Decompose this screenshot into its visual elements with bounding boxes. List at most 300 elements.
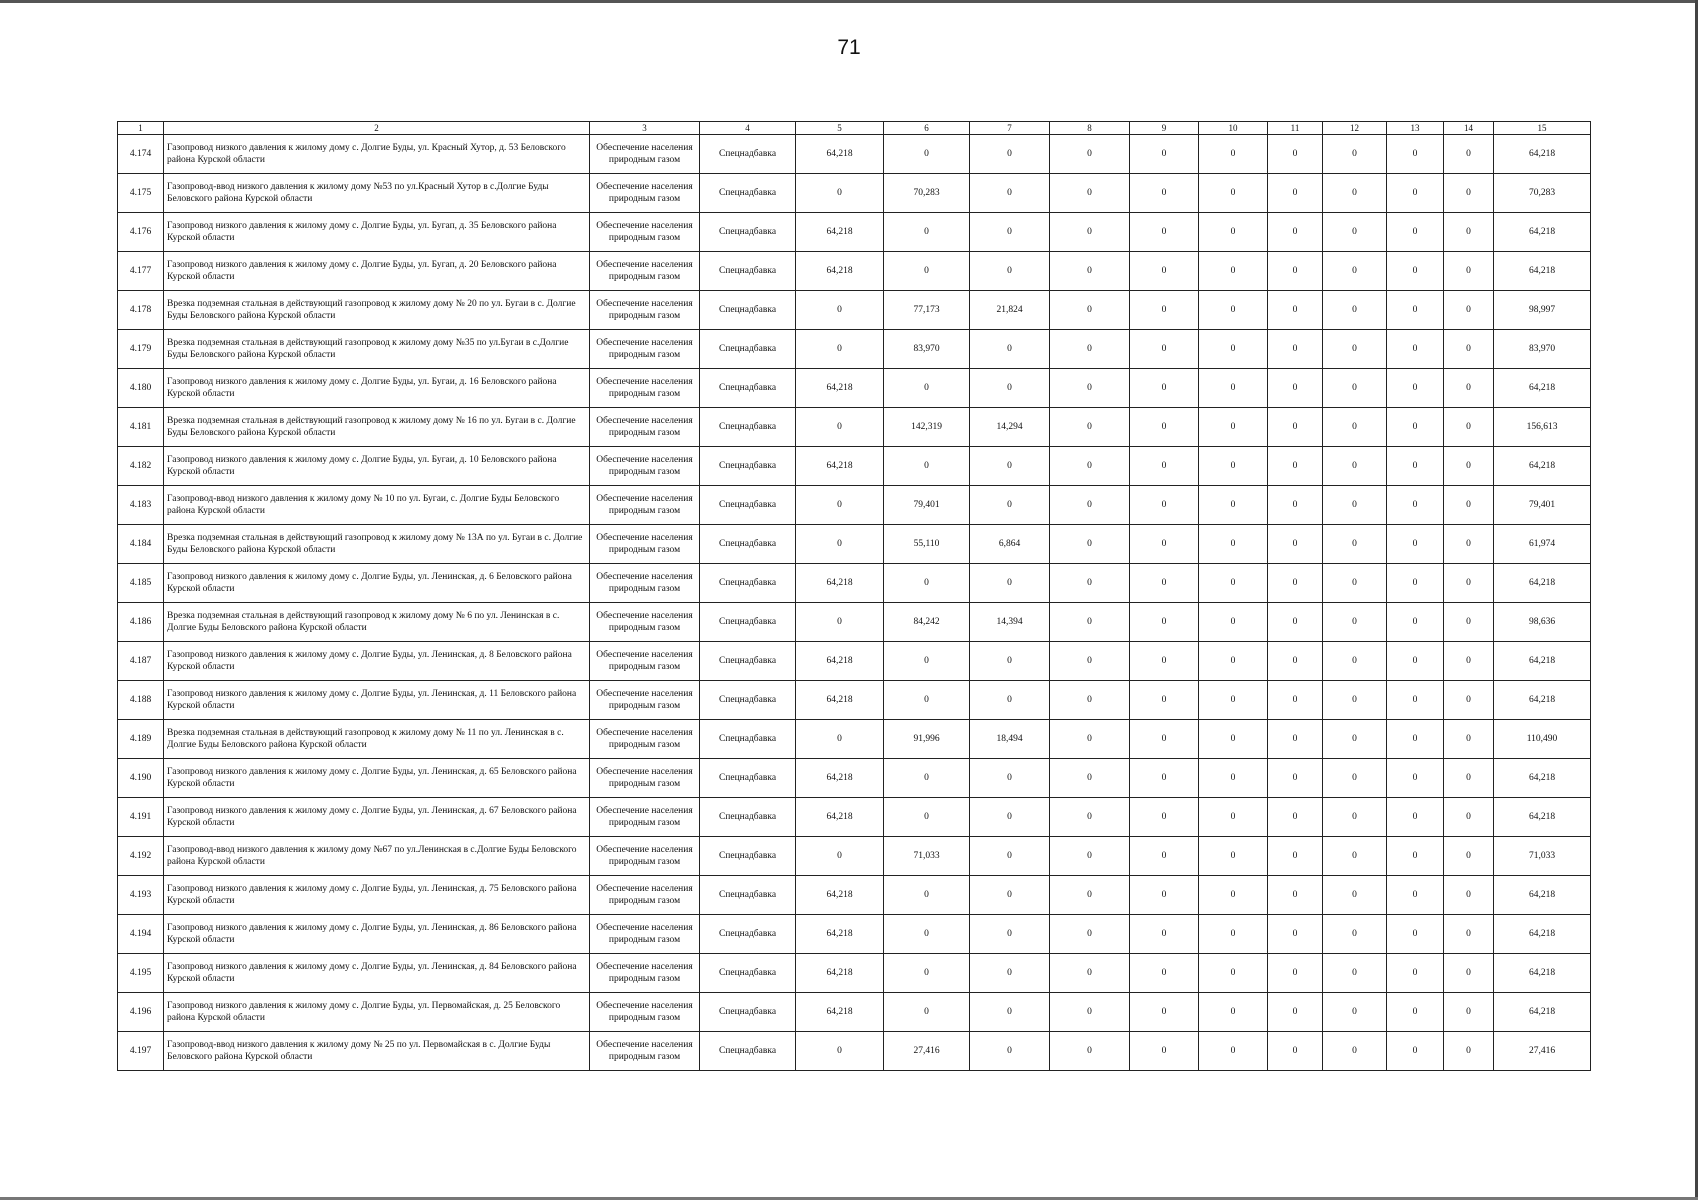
table-row [118,915,1591,954]
row-total-value: 64,218 [1494,915,1591,954]
row-description: Газопровод-ввод низкого давления к жилому дому №53 по ул.Красный Хутор в с.Долгие Буды Беловского района Курской области [164,174,590,213]
row-col-10-value: 0 [1199,993,1268,1032]
row-col-13-value: 0 [1387,993,1444,1032]
column-header: 2 [164,122,590,135]
row-col-14-value: 0 [1444,252,1494,291]
row-total-value: 110,490 [1494,720,1591,759]
table-row [118,174,1591,213]
row-col-8-value: 0 [1050,603,1130,642]
row-col-7-value: 0 [970,837,1050,876]
row-col-12-value: 0 [1323,915,1387,954]
row-col-5-value: 64,218 [796,213,884,252]
table-row [118,720,1591,759]
row-col-7-value: 21,824 [970,291,1050,330]
row-col-8-value: 0 [1050,174,1130,213]
row-total-value: 83,970 [1494,330,1591,369]
row-description: Газопровод низкого давления к жилому дому с. Долгие Буды, ул. Ленинская, д. 8 Беловского района Курской области [164,642,590,681]
row-total-value: 64,218 [1494,447,1591,486]
row-total-value: 64,218 [1494,252,1591,291]
row-col-13-value: 0 [1387,954,1444,993]
row-funding-source: Спецнадбавка [700,681,796,720]
table-row [118,798,1591,837]
row-col-11-value: 0 [1268,1032,1323,1071]
row-id: 4.192 [118,837,164,876]
row-col-9-value: 0 [1130,447,1199,486]
row-col-10-value: 0 [1199,213,1268,252]
table-row [118,954,1591,993]
row-col-12-value: 0 [1323,252,1387,291]
row-col-9-value: 0 [1130,798,1199,837]
row-funding-source: Спецнадбавка [700,837,796,876]
row-purpose: Обеспечение населения природным газом [590,525,700,564]
row-col-5-value: 0 [796,603,884,642]
row-col-7-value: 0 [970,954,1050,993]
row-id: 4.188 [118,681,164,720]
column-header: 7 [970,122,1050,135]
row-col-14-value: 0 [1444,876,1494,915]
row-id: 4.177 [118,252,164,291]
row-id: 4.189 [118,720,164,759]
column-header: 9 [1130,122,1199,135]
row-col-13-value: 0 [1387,759,1444,798]
column-header: 4 [700,122,796,135]
row-id: 4.176 [118,213,164,252]
column-header: 6 [884,122,970,135]
row-col-13-value: 0 [1387,798,1444,837]
row-id: 4.181 [118,408,164,447]
row-total-value: 71,033 [1494,837,1591,876]
row-col-14-value: 0 [1444,1032,1494,1071]
row-funding-source: Спецнадбавка [700,486,796,525]
row-col-11-value: 0 [1268,525,1323,564]
row-col-13-value: 0 [1387,720,1444,759]
row-col-6-value: 0 [884,564,970,603]
row-total-value: 64,218 [1494,876,1591,915]
row-col-9-value: 0 [1130,330,1199,369]
table-row [118,135,1591,174]
row-col-13-value: 0 [1387,564,1444,603]
table-row [118,408,1591,447]
row-col-10-value: 0 [1199,1032,1268,1071]
row-col-8-value: 0 [1050,837,1130,876]
row-col-5-value: 64,218 [796,252,884,291]
row-total-value: 98,636 [1494,603,1591,642]
row-col-9-value: 0 [1130,1032,1199,1071]
row-id: 4.195 [118,954,164,993]
row-col-8-value: 0 [1050,447,1130,486]
row-col-11-value: 0 [1268,837,1323,876]
row-total-value: 64,218 [1494,759,1591,798]
row-col-12-value: 0 [1323,759,1387,798]
row-col-5-value: 64,218 [796,135,884,174]
row-col-7-value: 0 [970,174,1050,213]
row-col-10-value: 0 [1199,252,1268,291]
row-col-10-value: 0 [1199,330,1268,369]
table-row [118,642,1591,681]
table-row [118,603,1591,642]
row-funding-source: Спецнадбавка [700,252,796,291]
row-description: Врезка подземная стальная в действующий газопровод к жилому дому № 16 по ул. Бугаи в с. Долгие Буды Беловского района Курской области [164,408,590,447]
row-col-9-value: 0 [1130,213,1199,252]
row-purpose: Обеспечение населения природным газом [590,915,700,954]
row-col-6-value: 142,319 [884,408,970,447]
column-header: 10 [1199,122,1268,135]
row-col-5-value: 0 [796,525,884,564]
row-description: Врезка подземная стальная в действующий газопровод к жилому дому № 11 по ул. Ленинская в с. Долгие Буды Беловского района Курской области [164,720,590,759]
row-col-6-value: 0 [884,993,970,1032]
row-col-5-value: 64,218 [796,876,884,915]
row-col-11-value: 0 [1268,486,1323,525]
row-col-14-value: 0 [1444,798,1494,837]
row-col-12-value: 0 [1323,798,1387,837]
row-id: 4.185 [118,564,164,603]
row-col-10-value: 0 [1199,486,1268,525]
table-row [118,837,1591,876]
row-col-13-value: 0 [1387,603,1444,642]
row-col-6-value: 79,401 [884,486,970,525]
row-description: Газопровод низкого давления к жилому дому с. Долгие Буды, ул. Ленинская, д. 86 Беловского района Курской области [164,915,590,954]
row-funding-source: Спецнадбавка [700,642,796,681]
row-col-11-value: 0 [1268,447,1323,486]
table-row [118,213,1591,252]
row-col-5-value: 64,218 [796,564,884,603]
row-id: 4.193 [118,876,164,915]
row-col-5-value: 64,218 [796,759,884,798]
row-purpose: Обеспечение населения природным газом [590,954,700,993]
row-col-13-value: 0 [1387,213,1444,252]
row-col-7-value: 0 [970,681,1050,720]
row-col-8-value: 0 [1050,1032,1130,1071]
row-col-9-value: 0 [1130,486,1199,525]
row-id: 4.184 [118,525,164,564]
row-col-5-value: 64,218 [796,798,884,837]
row-col-10-value: 0 [1199,564,1268,603]
row-purpose: Обеспечение населения природным газом [590,291,700,330]
row-col-9-value: 0 [1130,954,1199,993]
row-col-13-value: 0 [1387,252,1444,291]
row-col-7-value: 0 [970,252,1050,291]
row-total-value: 64,218 [1494,681,1591,720]
row-purpose: Обеспечение населения природным газом [590,369,700,408]
row-col-9-value: 0 [1130,837,1199,876]
row-col-14-value: 0 [1444,993,1494,1032]
row-col-6-value: 0 [884,642,970,681]
row-col-13-value: 0 [1387,447,1444,486]
row-total-value: 64,218 [1494,213,1591,252]
row-col-5-value: 64,218 [796,954,884,993]
row-col-14-value: 0 [1444,330,1494,369]
row-col-12-value: 0 [1323,447,1387,486]
row-col-11-value: 0 [1268,369,1323,408]
row-col-5-value: 64,218 [796,681,884,720]
row-col-10-value: 0 [1199,876,1268,915]
row-id: 4.194 [118,915,164,954]
row-col-12-value: 0 [1323,1032,1387,1071]
row-funding-source: Спецнадбавка [700,564,796,603]
row-total-value: 64,218 [1494,798,1591,837]
row-col-12-value: 0 [1323,135,1387,174]
column-header: 5 [796,122,884,135]
row-col-12-value: 0 [1323,291,1387,330]
row-purpose: Обеспечение населения природным газом [590,642,700,681]
row-description: Врезка подземная стальная в действующий газопровод к жилому дому № 20 по ул. Бугаи в с. Долгие Буды Беловского района Курской области [164,291,590,330]
row-total-value: 64,218 [1494,993,1591,1032]
row-col-11-value: 0 [1268,252,1323,291]
row-col-12-value: 0 [1323,213,1387,252]
row-col-12-value: 0 [1323,876,1387,915]
row-col-10-value: 0 [1199,291,1268,330]
row-description: Газопровод низкого давления к жилому дому с. Долгие Буды, ул. Первомайская, д. 25 Беловского района Курской области [164,993,590,1032]
row-col-9-value: 0 [1130,876,1199,915]
row-col-8-value: 0 [1050,408,1130,447]
row-col-6-value: 77,173 [884,291,970,330]
row-total-value: 61,974 [1494,525,1591,564]
row-col-13-value: 0 [1387,486,1444,525]
row-col-6-value: 0 [884,135,970,174]
row-col-9-value: 0 [1130,564,1199,603]
column-header: 14 [1444,122,1494,135]
row-col-8-value: 0 [1050,954,1130,993]
row-id: 4.174 [118,135,164,174]
row-col-7-value: 0 [970,915,1050,954]
row-col-14-value: 0 [1444,915,1494,954]
row-col-5-value: 0 [796,408,884,447]
table-row [118,759,1591,798]
row-col-5-value: 0 [796,486,884,525]
row-col-5-value: 64,218 [796,993,884,1032]
row-id: 4.183 [118,486,164,525]
row-col-6-value: 71,033 [884,837,970,876]
row-col-7-value: 14,394 [970,603,1050,642]
row-description: Газопровод низкого давления к жилому дому с. Долгие Буды, ул. Ленинская, д. 65 Беловского района Курской области [164,759,590,798]
table-row [118,1032,1591,1071]
row-description: Врезка подземная стальная в действующий газопровод к жилому дому №35 по ул.Бугаи в с.Долгие Буды Беловского района Курской области [164,330,590,369]
row-col-9-value: 0 [1130,603,1199,642]
row-col-8-value: 0 [1050,135,1130,174]
row-purpose: Обеспечение населения природным газом [590,486,700,525]
table-row [118,291,1591,330]
row-purpose: Обеспечение населения природным газом [590,993,700,1032]
row-id: 4.178 [118,291,164,330]
row-col-14-value: 0 [1444,486,1494,525]
row-col-6-value: 0 [884,876,970,915]
row-description: Газопровод-ввод низкого давления к жилому дому № 10 по ул. Бугаи, с. Долгие Буды Беловского района Курской области [164,486,590,525]
row-col-13-value: 0 [1387,291,1444,330]
row-col-11-value: 0 [1268,135,1323,174]
row-col-12-value: 0 [1323,720,1387,759]
row-description: Газопровод низкого давления к жилому дому с. Долгие Буды, ул. Ленинская, д. 6 Беловского района Курской области [164,564,590,603]
row-purpose: Обеспечение населения природным газом [590,408,700,447]
row-col-14-value: 0 [1444,213,1494,252]
row-col-8-value: 0 [1050,876,1130,915]
row-col-8-value: 0 [1050,564,1130,603]
row-total-value: 64,218 [1494,135,1591,174]
row-id: 4.179 [118,330,164,369]
row-col-10-value: 0 [1199,369,1268,408]
row-col-7-value: 0 [970,330,1050,369]
row-col-11-value: 0 [1268,291,1323,330]
row-col-8-value: 0 [1050,993,1130,1032]
row-description: Врезка подземная стальная в действующий газопровод к жилому дому № 13А по ул. Бугаи в с. Долгие Буды Беловского района Курской области [164,525,590,564]
row-col-11-value: 0 [1268,720,1323,759]
row-col-11-value: 0 [1268,954,1323,993]
table-body [118,122,1591,1071]
row-col-11-value: 0 [1268,681,1323,720]
row-funding-source: Спецнадбавка [700,603,796,642]
row-col-6-value: 84,242 [884,603,970,642]
row-col-9-value: 0 [1130,642,1199,681]
row-col-12-value: 0 [1323,174,1387,213]
row-col-7-value: 6,864 [970,525,1050,564]
row-col-12-value: 0 [1323,954,1387,993]
gas-pipeline-table [117,121,1591,1071]
row-col-7-value: 0 [970,1032,1050,1071]
row-col-9-value: 0 [1130,408,1199,447]
column-header: 12 [1323,122,1387,135]
row-col-6-value: 0 [884,798,970,837]
row-id: 4.175 [118,174,164,213]
row-col-8-value: 0 [1050,369,1130,408]
row-col-7-value: 0 [970,447,1050,486]
row-purpose: Обеспечение населения природным газом [590,681,700,720]
row-purpose: Обеспечение населения природным газом [590,759,700,798]
row-col-5-value: 64,218 [796,915,884,954]
row-col-8-value: 0 [1050,681,1130,720]
row-col-11-value: 0 [1268,993,1323,1032]
row-description: Газопровод-ввод низкого давления к жилому дому № 25 по ул. Первомайская в с. Долгие Буды Беловского района Курской области [164,1032,590,1071]
row-col-11-value: 0 [1268,915,1323,954]
row-total-value: 27,416 [1494,1032,1591,1071]
row-col-8-value: 0 [1050,486,1130,525]
column-header: 8 [1050,122,1130,135]
row-col-13-value: 0 [1387,174,1444,213]
row-col-12-value: 0 [1323,330,1387,369]
row-col-10-value: 0 [1199,603,1268,642]
row-description: Газопровод низкого давления к жилому дому с. Долгие Буды, ул. Бугаи, д. 16 Беловского района Курской области [164,369,590,408]
row-col-10-value: 0 [1199,681,1268,720]
row-col-10-value: 0 [1199,447,1268,486]
row-total-value: 79,401 [1494,486,1591,525]
row-col-13-value: 0 [1387,408,1444,447]
row-col-6-value: 0 [884,759,970,798]
row-col-11-value: 0 [1268,603,1323,642]
row-col-7-value: 0 [970,135,1050,174]
row-col-7-value: 0 [970,369,1050,408]
row-col-12-value: 0 [1323,408,1387,447]
row-col-9-value: 0 [1130,291,1199,330]
row-col-14-value: 0 [1444,525,1494,564]
row-col-11-value: 0 [1268,876,1323,915]
row-col-10-value: 0 [1199,525,1268,564]
row-col-5-value: 0 [796,330,884,369]
row-col-8-value: 0 [1050,642,1130,681]
row-funding-source: Спецнадбавка [700,447,796,486]
row-col-12-value: 0 [1323,837,1387,876]
column-header: 15 [1494,122,1591,135]
row-col-7-value: 0 [970,876,1050,915]
row-purpose: Обеспечение населения природным газом [590,798,700,837]
row-col-6-value: 27,416 [884,1032,970,1071]
row-col-9-value: 0 [1130,369,1199,408]
row-col-11-value: 0 [1268,642,1323,681]
row-col-7-value: 0 [970,213,1050,252]
row-col-10-value: 0 [1199,759,1268,798]
row-col-7-value: 14,294 [970,408,1050,447]
row-col-13-value: 0 [1387,915,1444,954]
row-col-13-value: 0 [1387,330,1444,369]
table-row [118,369,1591,408]
row-col-11-value: 0 [1268,174,1323,213]
row-funding-source: Спецнадбавка [700,993,796,1032]
row-col-13-value: 0 [1387,369,1444,408]
row-purpose: Обеспечение населения природным газом [590,564,700,603]
row-col-8-value: 0 [1050,798,1130,837]
row-col-14-value: 0 [1444,720,1494,759]
row-col-10-value: 0 [1199,408,1268,447]
row-col-6-value: 0 [884,681,970,720]
row-col-10-value: 0 [1199,915,1268,954]
row-purpose: Обеспечение населения природным газом [590,135,700,174]
row-col-14-value: 0 [1444,135,1494,174]
row-col-13-value: 0 [1387,1032,1444,1071]
row-total-value: 64,218 [1494,954,1591,993]
row-col-13-value: 0 [1387,876,1444,915]
row-purpose: Обеспечение населения природным газом [590,330,700,369]
row-col-7-value: 0 [970,798,1050,837]
scan-edge-top [0,0,1698,3]
table-row [118,525,1591,564]
row-total-value: 70,283 [1494,174,1591,213]
row-col-10-value: 0 [1199,954,1268,993]
row-funding-source: Спецнадбавка [700,915,796,954]
row-col-6-value: 0 [884,369,970,408]
row-col-8-value: 0 [1050,759,1130,798]
row-col-10-value: 0 [1199,798,1268,837]
row-col-14-value: 0 [1444,837,1494,876]
row-funding-source: Спецнадбавка [700,798,796,837]
row-col-12-value: 0 [1323,642,1387,681]
row-col-9-value: 0 [1130,720,1199,759]
row-col-13-value: 0 [1387,525,1444,564]
table-row [118,252,1591,291]
row-col-14-value: 0 [1444,954,1494,993]
column-number-row [118,122,1591,135]
row-col-13-value: 0 [1387,642,1444,681]
row-description: Газопровод низкого давления к жилому дому с. Долгие Буды, ул. Ленинская, д. 84 Беловского района Курской области [164,954,590,993]
row-col-7-value: 18,494 [970,720,1050,759]
row-funding-source: Спецнадбавка [700,954,796,993]
table-row [118,993,1591,1032]
row-col-9-value: 0 [1130,993,1199,1032]
row-col-11-value: 0 [1268,408,1323,447]
row-col-14-value: 0 [1444,369,1494,408]
row-col-9-value: 0 [1130,681,1199,720]
row-funding-source: Спецнадбавка [700,1032,796,1071]
row-purpose: Обеспечение населения природным газом [590,876,700,915]
row-description: Газопровод низкого давления к жилому дому с. Долгие Буды, ул. Красный Хутор, д. 53 Беловского района Курской области [164,135,590,174]
row-col-5-value: 0 [796,837,884,876]
row-col-14-value: 0 [1444,408,1494,447]
row-funding-source: Спецнадбавка [700,525,796,564]
row-col-8-value: 0 [1050,213,1130,252]
row-col-6-value: 91,996 [884,720,970,759]
row-col-5-value: 64,218 [796,447,884,486]
row-funding-source: Спецнадбавка [700,369,796,408]
row-purpose: Обеспечение населения природным газом [590,213,700,252]
row-funding-source: Спецнадбавка [700,408,796,447]
row-total-value: 64,218 [1494,369,1591,408]
row-total-value: 64,218 [1494,564,1591,603]
